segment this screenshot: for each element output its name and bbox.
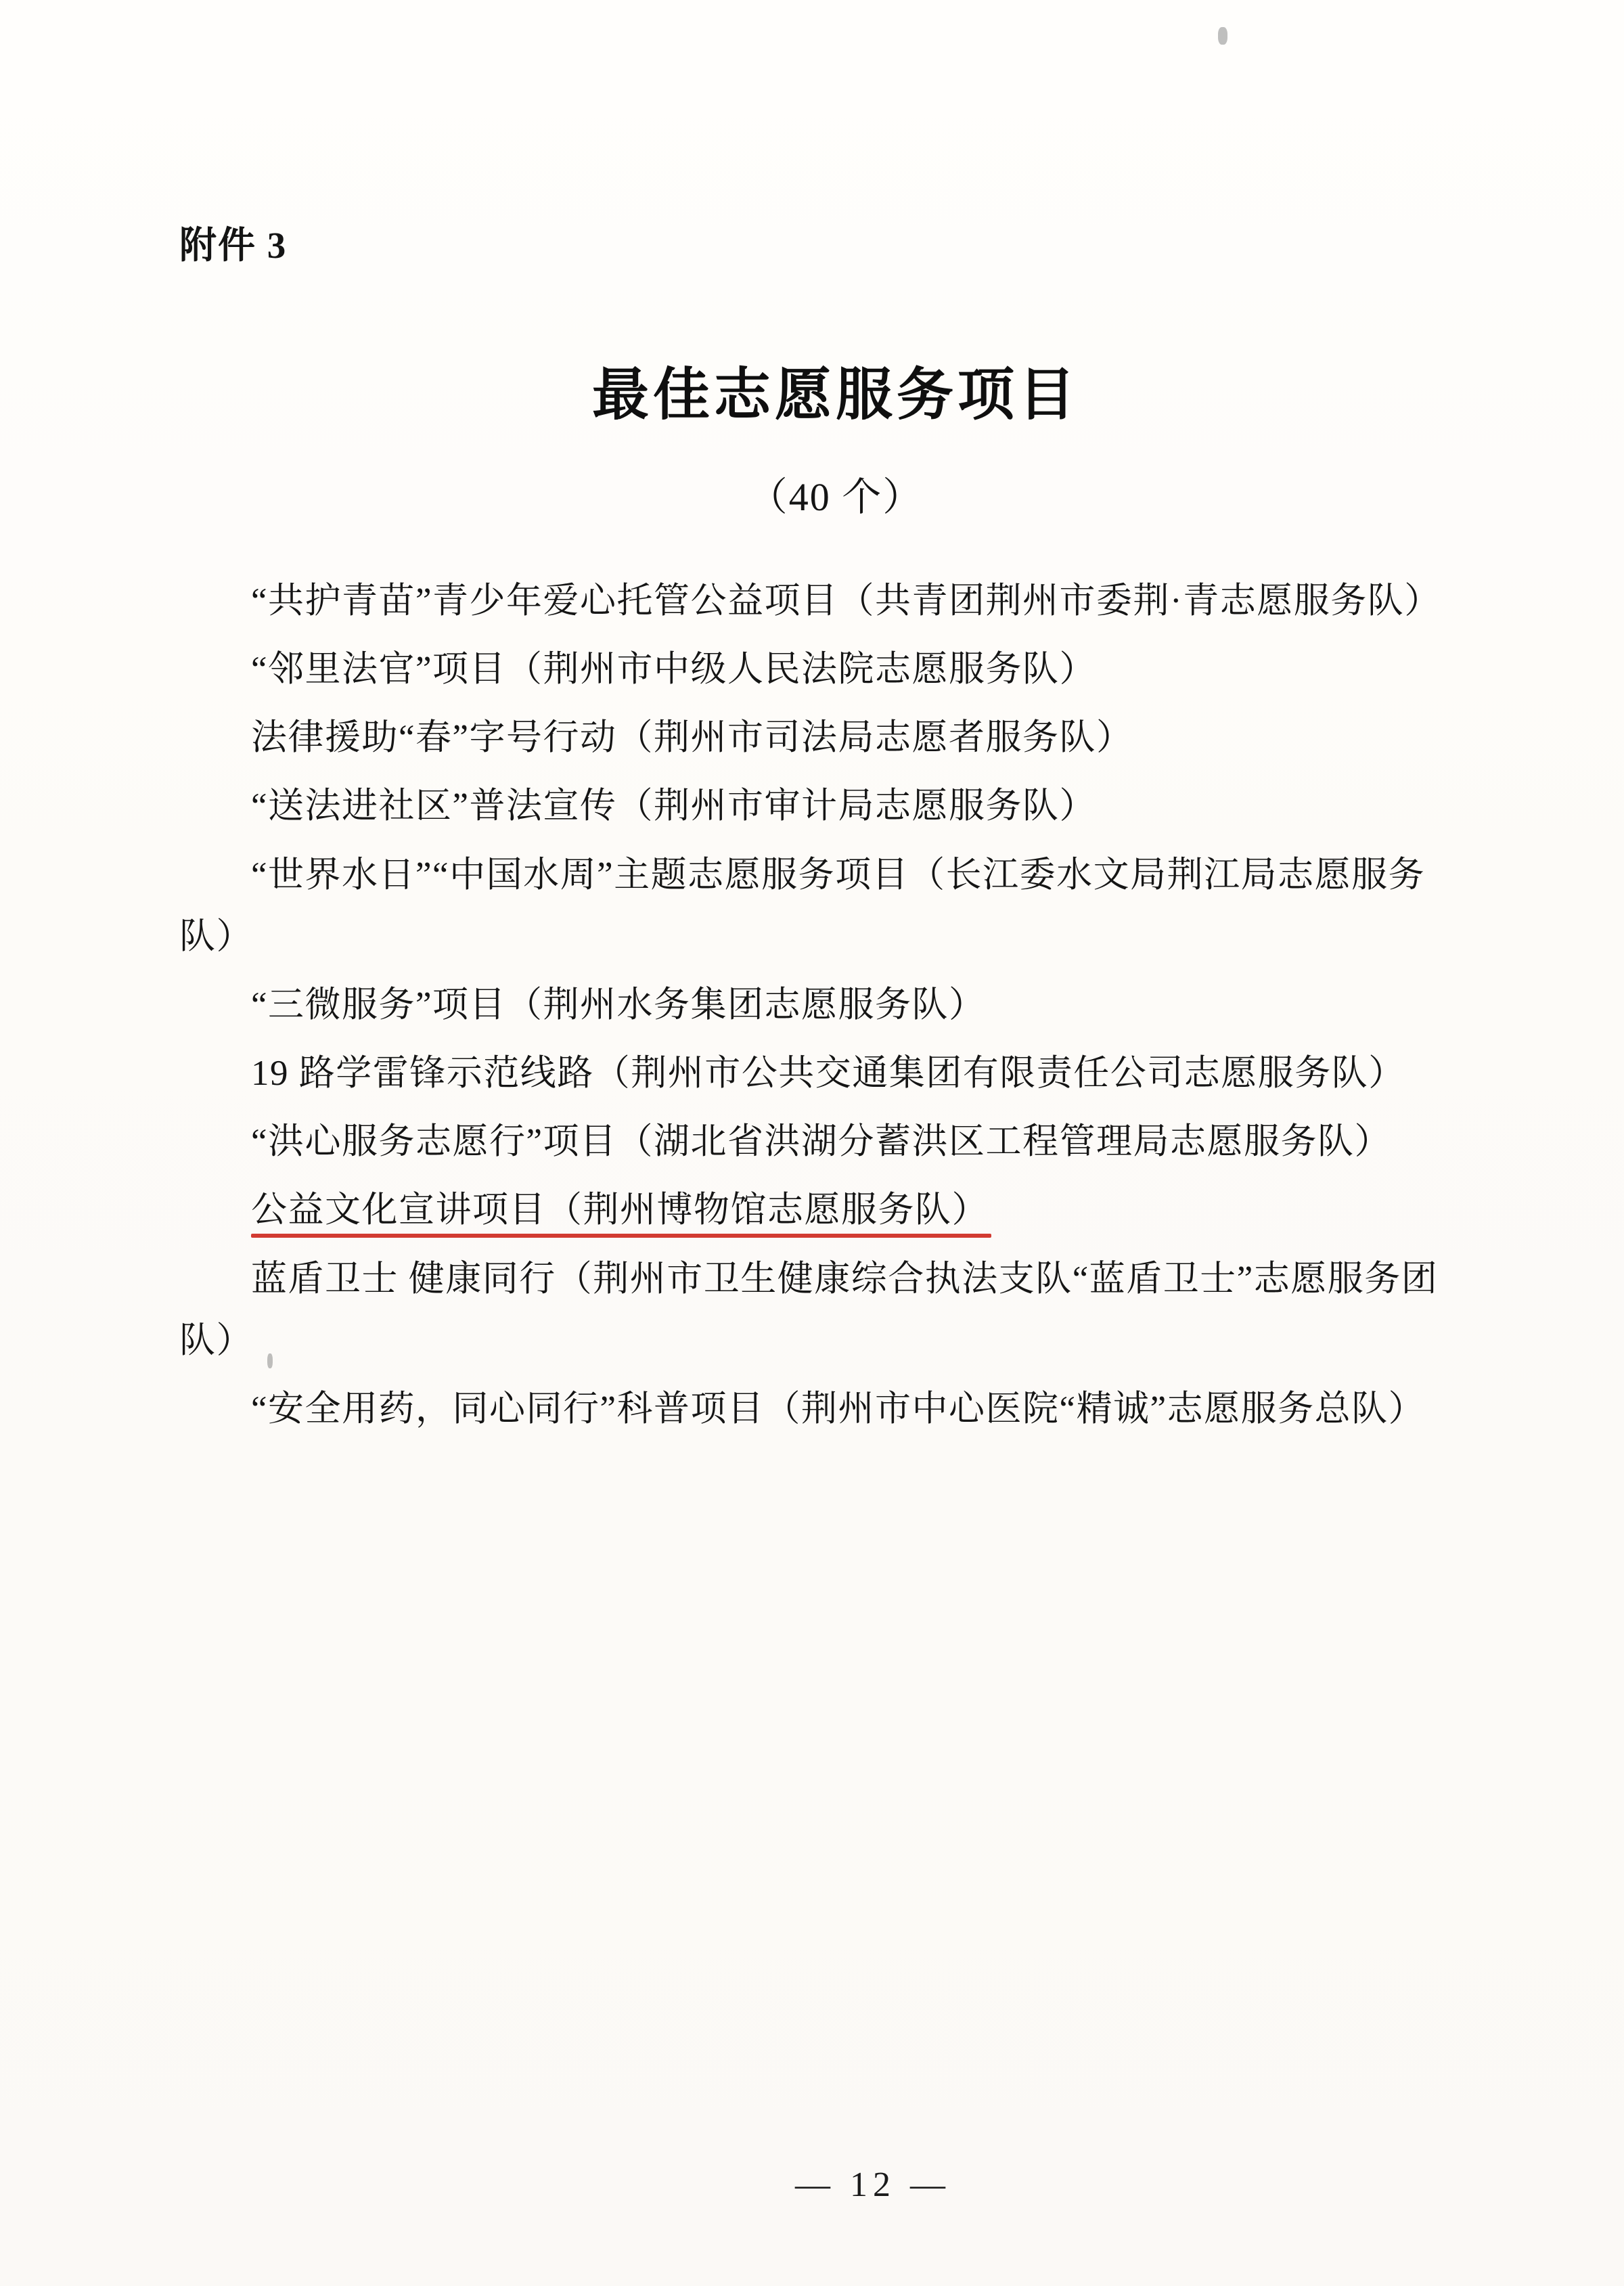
red-underline-annotation	[251, 1234, 991, 1238]
list-item: “邻里法官”项目（荆州市中级人民法院志愿服务队）	[251, 650, 1097, 690]
list-item: 蓝盾卫士 健康同行（荆州市卫生健康综合执法支队“蓝盾卫士”志愿服务团队）	[179, 1259, 1439, 1360]
list-item: “安全用药，同心同行”科普项目（荆州市中心医院“精诚”志愿服务总队）	[251, 1389, 1426, 1429]
list-item: “送法进社区”普法宣传（荆州市审计局志愿服务队）	[251, 786, 1097, 826]
highlighted-list-item-wrapper	[179, 1180, 1465, 1241]
list-item: “共护青苗”青少年爱心托管公益项目（共青团荆州市委荆·青志愿服务队）	[251, 581, 1441, 621]
scan-artifact	[1218, 27, 1227, 45]
page-title: 最佳志愿服务项目	[591, 364, 1079, 427]
list-item: “世界水日”“中国水周”主题志愿服务项目（长江委水文局荆江局志愿服务队）	[179, 855, 1426, 956]
list-item: 法律援助“春”字号行动（荆州市司法局志愿者服务队）	[251, 718, 1133, 758]
list-item: “洪心服务志愿行”项目（湖北省洪湖分蓄洪区工程管理局志愿服务队）	[251, 1122, 1392, 1162]
list-item: 19 路学雷锋示范线路（荆州市公共交通集团有限责任公司志愿服务队）	[251, 1054, 1405, 1094]
document-content	[179, 223, 1465, 1447]
page-number: — 12 —	[795, 2166, 951, 2204]
list-item: “三微服务”项目（荆州水务集团志愿服务队）	[251, 985, 986, 1025]
list-item-highlighted: 公益文化宣讲项目（荆州博物馆志愿服务队）	[251, 1190, 989, 1230]
page-subtitle: （40 个）	[748, 475, 924, 519]
attachment-label: 附件 3	[179, 225, 288, 266]
